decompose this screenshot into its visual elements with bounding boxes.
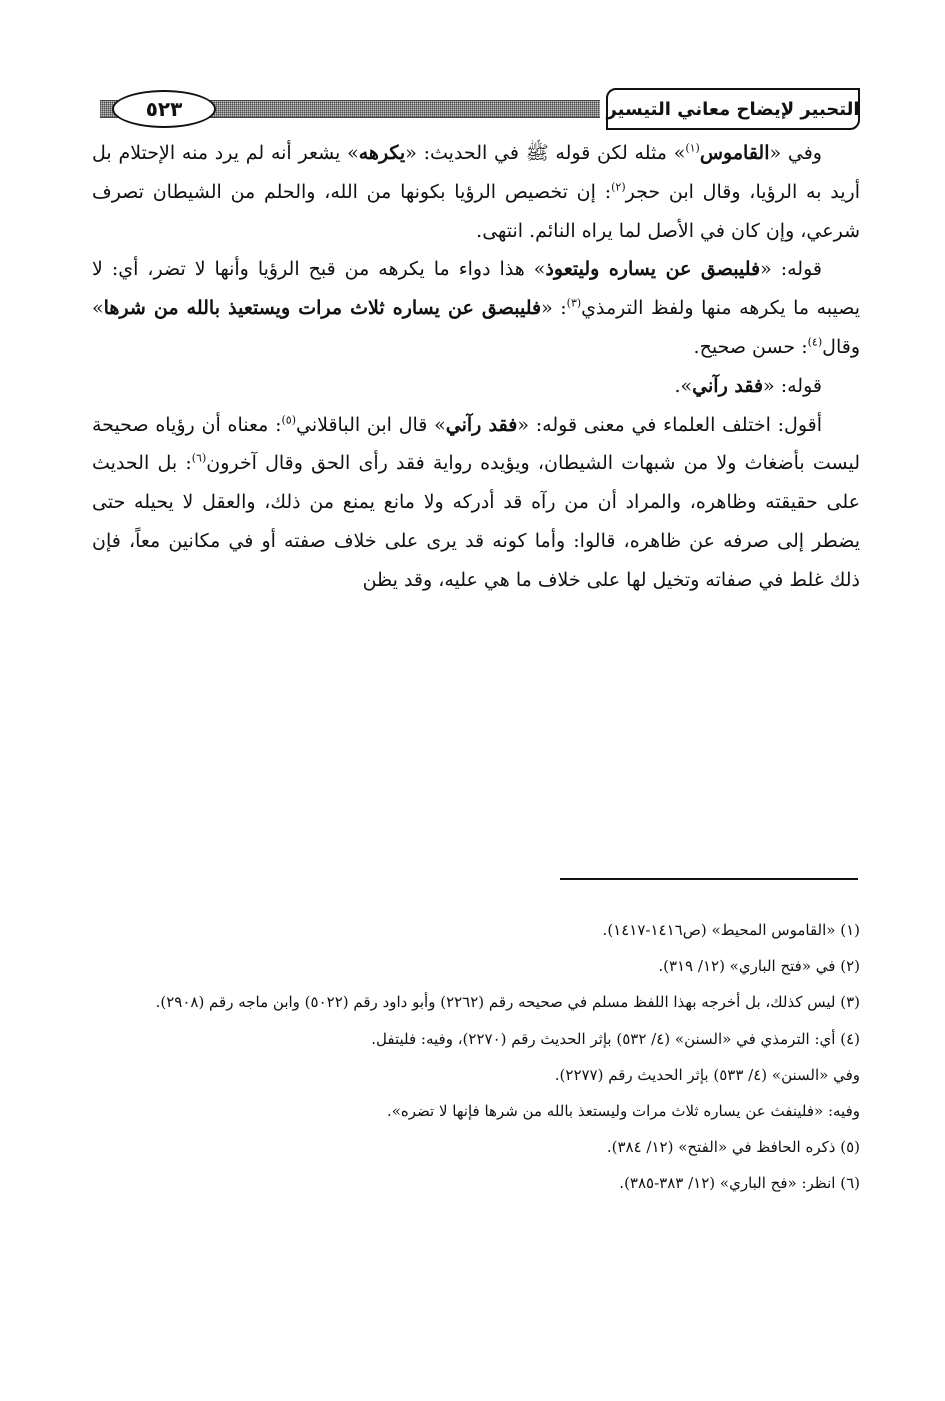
footnote-ref: (٢) <box>611 180 626 194</box>
hadith-quote: فليبصق عن يساره وليتعوذ <box>545 258 761 281</box>
text-span: » هذا دواء ما يكرهه من قبح الرؤيا وأنها لا تضر، أي: لا يصيبه ما يكرهه منها ولفظ الترمذي <box>92 258 860 320</box>
text-span: وفي « <box>769 142 822 164</box>
footnote-4: (٤) أي: الترمذي في «السنن» (٤/ ٥٣٢) بإثر الحديث رقم (٢٢٧٠)، وفيه: فليتفل. <box>371 1029 860 1048</box>
hadith-quote: فليبصق عن يساره ثلاث مرات ويستعيذ بالله من شرها <box>103 297 542 320</box>
hadith-quote: فقد رآني <box>445 413 518 436</box>
main-text <box>92 134 860 600</box>
footnote-4-continued-2: وفيه: «فلينفث عن يساره ثلاث مرات وليستعذ بالله من شرها فإنها لا تضره». <box>386 1102 860 1121</box>
text-span: » يشعر أنه لم يرد منه الإحتلام بل أريد به الرؤيا، وقال ابن حجر <box>92 142 860 203</box>
text-span: أقول: اختلف العلماء في معنى قوله: « <box>517 413 822 436</box>
text-span: : « <box>541 297 567 320</box>
footnote-ref: (١) <box>685 141 700 155</box>
text-span: » قال ابن الباقلاني <box>296 413 446 436</box>
quoted-term: القاموس <box>699 142 770 164</box>
quoted-term: يكرهه <box>358 142 406 164</box>
text-span: » وقال <box>92 297 860 358</box>
text-span: قوله: « <box>763 374 822 397</box>
running-title: التحبير لإيضاح معاني التيسير <box>606 88 860 130</box>
footnote-1: (١) «القاموس المحيط» (ص١٤١٦-١٤١٧). <box>602 921 860 939</box>
footnote-2: (٢) في «فتح الباري» (١٢/ ٣١٩). <box>658 957 860 976</box>
footnote-6: (٦) انظر: «فح الباري» (١٢/ ٣٨٣-٣٨٥). <box>619 1174 860 1193</box>
text-span: » مثله لكن قوله ﷺ في الحديث: « <box>405 142 686 164</box>
footnote-5: (٥) ذكره الحافظ في «الفتح» (١٢/ ٣٨٤). <box>606 1138 860 1157</box>
footnotes <box>92 912 860 1202</box>
text-span: : بل الحديث على حقيقته وظاهره، والمراد أن من رآه قد أدركه ولا مانع يمنع من ذلك، والعقل لا يحيله حتى يضطر إلى صرفه عن ظاهره، قالوا: وأما كونه قد يرى على خلاف صفته أو في مكانين معاً، فإن ذلك غلط في صفاته وتخيل لها على خلاف ما هي عليه، وقد يظن <box>92 452 860 591</box>
text-span: : معناه أن رؤياه صحيحة ليست بأضغاث ولا من شبهات الشيطان، ويؤيده رواية فقد رأى الحق وقال آخرون <box>92 413 860 475</box>
text-span: : حسن صحيح. <box>693 335 808 358</box>
paragraph-2 <box>92 250 860 366</box>
paragraph-4 <box>92 406 860 600</box>
page-header <box>100 88 860 130</box>
footnote-separator <box>560 878 858 880</box>
paragraph-3 <box>92 367 860 406</box>
footnote-4-continued: وفي «السنن» (٤/ ٥٣٣) بإثر الحديث رقم (٢٢٧٧). <box>554 1065 860 1084</box>
paragraph-1 <box>92 134 860 250</box>
footnote-ref: (٦) <box>191 452 207 466</box>
hadith-quote: فقد رآني <box>692 374 764 397</box>
page-number: ٥٢٣ <box>112 90 216 128</box>
footnote-ref: (٥) <box>281 413 296 427</box>
text-span: قوله: « <box>760 258 822 281</box>
footnote-ref: (٣) <box>566 296 582 310</box>
footnote-ref: (٤) <box>807 335 823 349</box>
text-span: ». <box>674 374 693 397</box>
text-span: : إن تخصيص الرؤيا بكونها من الله، والحلم من الشيطان تصرف شرعي، وإن كان في الأصل لما يراه النائم. انتهى. <box>92 180 860 242</box>
footnote-3: (٣) ليس كذلك، بل أخرجه بهذا اللفظ مسلم في صحيحه رقم (٢٢٦٢) وأبو داود رقم (٥٠٢٢) وابن ماجه رقم (٢٩٠٨). <box>155 993 860 1012</box>
